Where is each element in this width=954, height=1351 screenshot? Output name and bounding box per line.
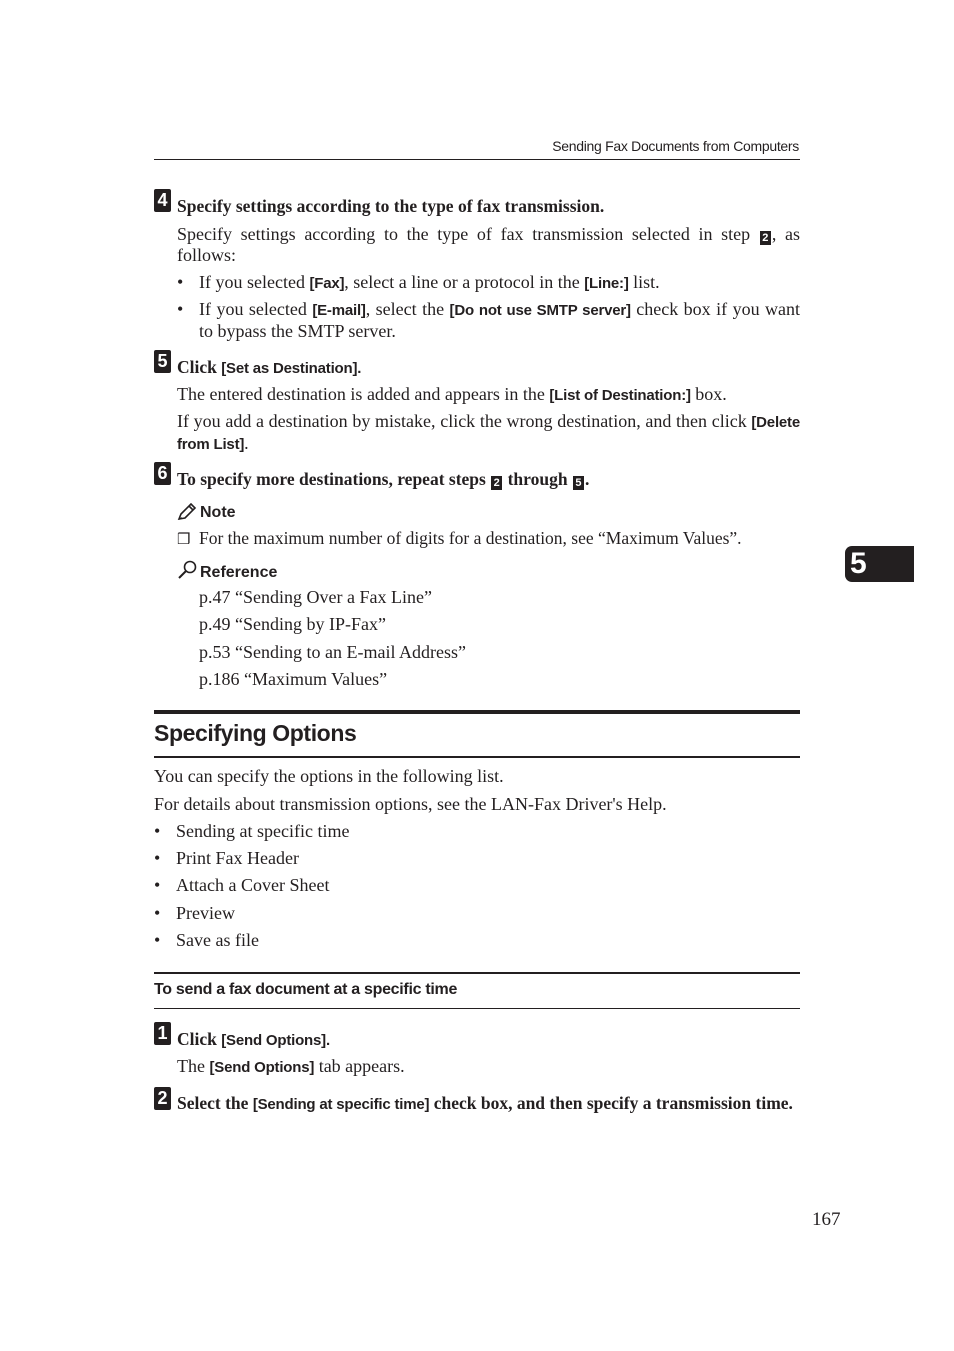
- substep-1-body: [177, 1056, 405, 1078]
- option-label: Attach a Cover Sheet: [176, 875, 330, 895]
- subsection-top-rule: [154, 972, 800, 974]
- section-intro-2: For details about transmission options, see the LAN-Fax Driver's Help.: [154, 794, 667, 814]
- keyword-email: [E-mail]: [312, 302, 366, 319]
- keyword-set-as-destination: [Set as Destination].: [221, 360, 362, 377]
- option-item: [154, 875, 330, 896]
- page-number: 167: [812, 1209, 841, 1230]
- step-ref-2: 2: [760, 231, 771, 245]
- pencil-icon: [177, 503, 197, 521]
- keyword-sending-at-specific-time: [Sending at specific time]: [252, 1096, 430, 1113]
- step-number-2: 2: [154, 1087, 171, 1110]
- substep-1-body-text: The: [177, 1056, 210, 1076]
- bullet-icon: •: [177, 299, 184, 319]
- substep-1-title: [177, 1029, 330, 1051]
- step-4-paragraph: [177, 224, 800, 266]
- chapter-tab: [845, 546, 914, 582]
- bullet-icon: •: [154, 848, 161, 868]
- option-item: [154, 930, 259, 951]
- bullet-text: If you selected: [199, 272, 310, 292]
- chapter-tab-number: 5: [850, 547, 867, 580]
- bullet-icon: •: [154, 821, 161, 841]
- keyword-send-options-tab: [Send Options]: [209, 1059, 315, 1076]
- para-text: .: [244, 433, 249, 453]
- para-text: The entered destination is added and appears in the: [177, 384, 550, 404]
- step-6-title-text: To specify more destinations, repeat steps: [177, 469, 491, 489]
- running-header: Sending Fax Documents from Computers: [552, 138, 799, 154]
- reference-item: p.49 “Sending by IP-Fax”: [199, 614, 386, 634]
- bullet-icon: •: [154, 930, 161, 950]
- reference-item: p.186 “Maximum Values”: [199, 669, 388, 689]
- section-bottom-rule: [154, 756, 800, 758]
- step-6-title-text: .: [584, 469, 590, 489]
- keyword-line: [Line:]: [584, 275, 629, 292]
- reference-item: p.53 “Sending to an E-mail Address”: [199, 642, 466, 662]
- substep-1-body-text: tab appears.: [314, 1056, 405, 1076]
- note-item: [177, 528, 807, 551]
- reference-label: Reference: [200, 564, 278, 581]
- substep-2-title-text: Select the: [177, 1093, 253, 1113]
- step-5-paragraph-1: [177, 384, 800, 406]
- step-number-6: 6: [154, 462, 171, 485]
- subsection-heading: To send a fax document at a specific time: [154, 981, 458, 998]
- substep-2-title-text: check box, and then specify a transmission time.: [429, 1093, 793, 1113]
- bullet-text: , select the: [365, 299, 450, 319]
- step-5-paragraph-2: [177, 411, 800, 455]
- option-label: Sending at specific time: [176, 821, 350, 841]
- option-item: [154, 821, 350, 842]
- step-4-bullet-2: [177, 299, 801, 341]
- step-number-4: 4: [154, 189, 171, 212]
- step-4-para-tail: , as follows:: [177, 224, 801, 265]
- keyword-smtp: [Do not use SMTP server]: [449, 302, 631, 319]
- bullet-icon: •: [154, 875, 161, 895]
- note-label: Note: [200, 504, 236, 521]
- keyword-list-of-destination: [List of Destination:]: [549, 387, 691, 404]
- keyword-delete-from-list: [Delete from List]: [177, 414, 800, 453]
- step-6-title: [177, 469, 589, 490]
- section-heading: Specifying Options: [154, 720, 357, 746]
- option-label: Preview: [176, 903, 235, 923]
- header-rule: [154, 159, 800, 160]
- step-5-title: [177, 357, 361, 379]
- checkbox-icon: ❒: [177, 532, 191, 548]
- substep-2-title: [177, 1093, 800, 1115]
- bullet-text: If you selected: [199, 299, 313, 319]
- option-label: Save as file: [176, 930, 259, 950]
- para-text: box.: [690, 384, 727, 404]
- step-4-para-text: Specify settings according to the type of fax transmission selected in step: [177, 224, 751, 244]
- step-6-title-text: through: [503, 469, 572, 489]
- note-text: For the maximum number of digits for a destination, see “Maximum Values”.: [199, 528, 742, 548]
- bullet-text: check box if you want to bypass the SMTP server.: [199, 299, 801, 341]
- step-number-1: 1: [154, 1022, 171, 1045]
- subsection-bottom-rule: [154, 1008, 800, 1009]
- option-item: [154, 848, 299, 869]
- step-5-title-text: Click: [177, 357, 222, 377]
- option-item: [154, 903, 235, 924]
- keyword-fax: [Fax]: [309, 275, 345, 292]
- bullet-icon: •: [177, 272, 184, 292]
- step-ref-5: 5: [573, 476, 584, 490]
- para-text: If you add a destination by mistake, click the wrong destination, and then click: [177, 411, 752, 431]
- section-intro-1: You can specify the options in the following list.: [154, 766, 504, 786]
- option-label: Print Fax Header: [176, 848, 299, 868]
- step-ref-2: 2: [491, 476, 502, 490]
- step-4-bullet-1: [177, 272, 800, 293]
- substep-1-title-text: Click: [177, 1029, 222, 1049]
- section-top-rule: [154, 710, 800, 714]
- step-4-title: Specify settings according to the type of fax transmission.: [177, 196, 605, 216]
- keyword-send-options: [Send Options].: [221, 1032, 330, 1049]
- step-number-5: 5: [154, 350, 171, 373]
- bullet-text: , select a line or a protocol in the: [344, 272, 585, 292]
- reference-item: p.47 “Sending Over a Fax Line”: [199, 587, 432, 607]
- bullet-text: list.: [628, 272, 660, 292]
- bullet-icon: •: [154, 903, 161, 923]
- magnifier-icon: [177, 560, 199, 580]
